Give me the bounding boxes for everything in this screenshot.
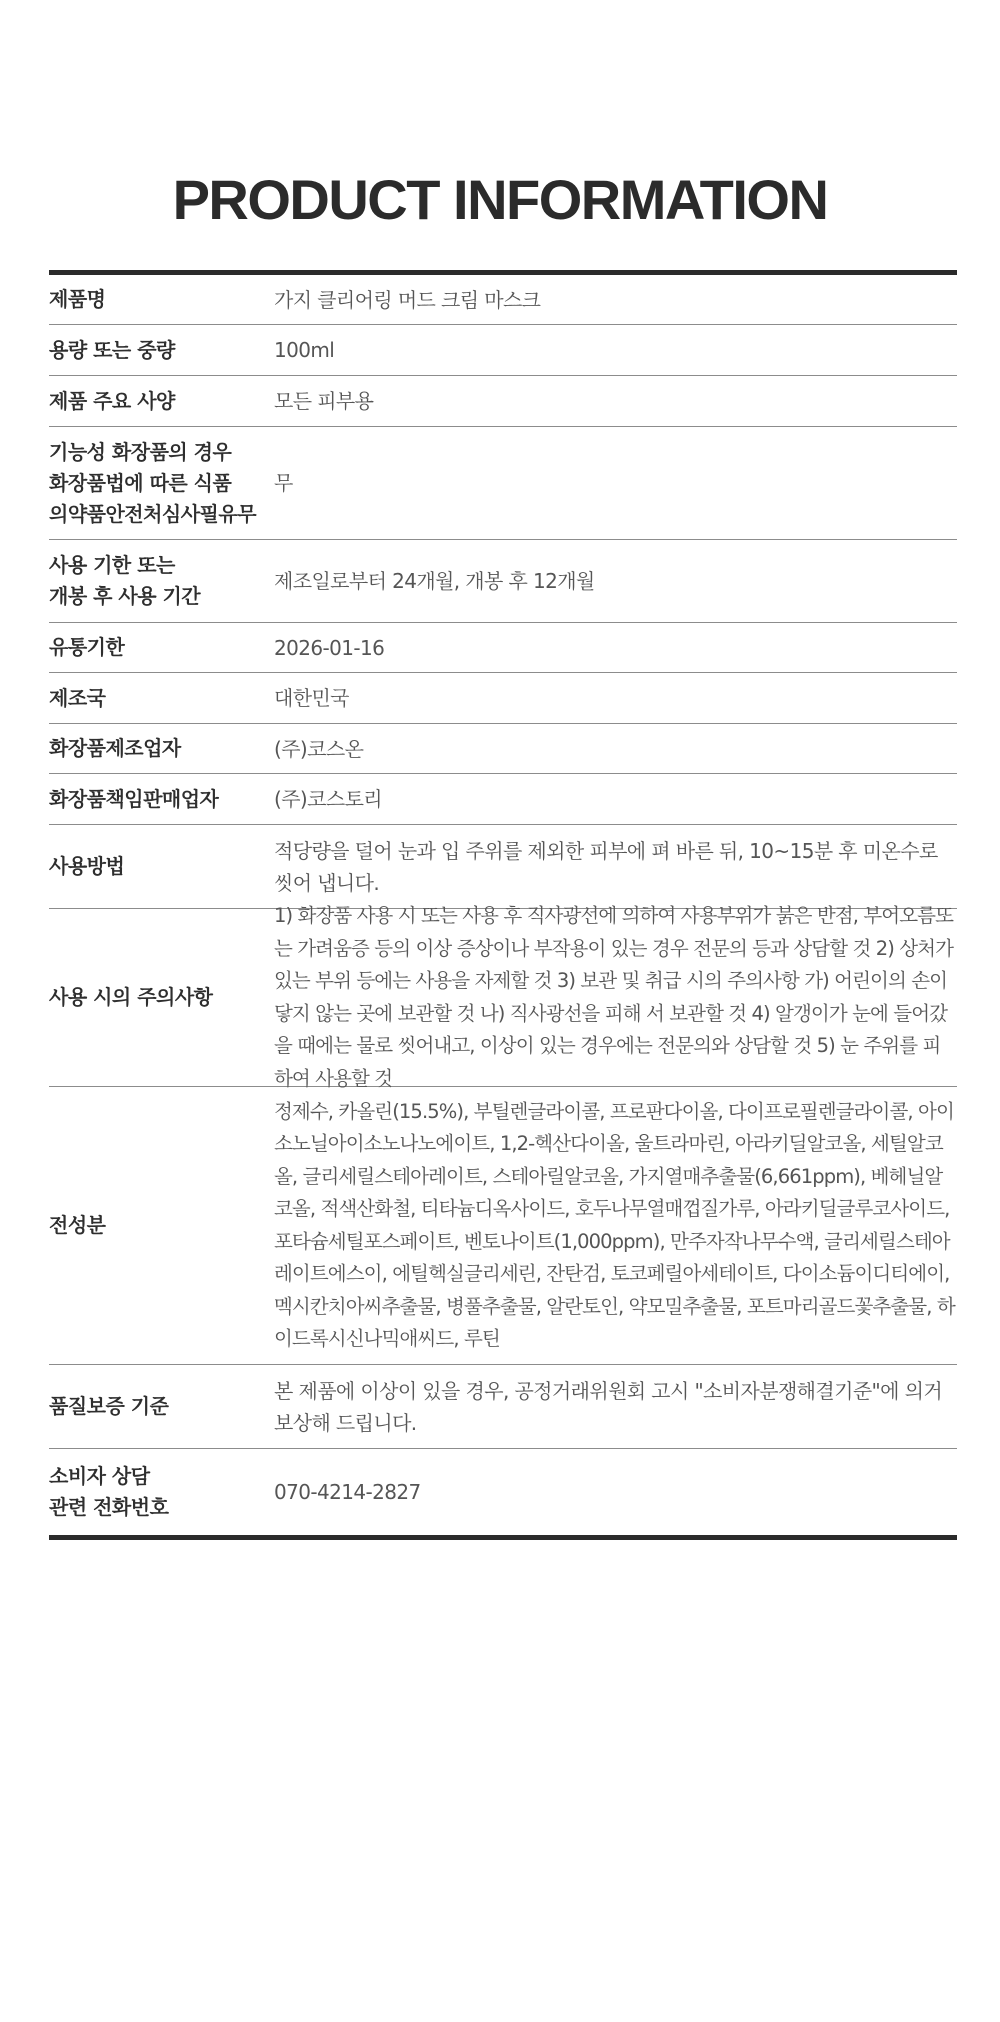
row-label: 화장품제조업자: [49, 736, 181, 760]
table-row-manufacturer: [49, 724, 957, 774]
row-label: 유통기한: [49, 635, 125, 659]
row-value: 모든 피부용: [274, 389, 374, 413]
row-label: 용량 또는 중량: [49, 337, 175, 362]
page-title: PRODUCT INFORMATION: [172, 168, 828, 231]
row-label: 사용 시의 주의사항: [49, 985, 213, 1009]
table-row-seller: [49, 774, 957, 825]
row-value: 제조일로부터 24개월, 개봉 후 12개월: [274, 569, 595, 593]
table-row-country: [49, 673, 957, 724]
table-row-ingredients: [49, 1087, 957, 1365]
row-value: 100ml: [274, 338, 335, 362]
row-value: 1) 화장품 사용 시 또는 사용 후 직사광선에 의하여 사용부위가 붉은 반점, 부어오름또는 가려움증 등의 이상 증상이나 부작용이 있는 경우 전문의 등과 상담할 것 2) 상처가 있는 부위 등에는 사용을 자제할 것 3) 보관 및 취급 시의 주의사항 가) 어린이의 손이 닿지 않는 곳에 보관할 것 나) 직사광선을 피해 서 보관할 것 4) 알갱이가 눈에 들어갔을 때에는 물로 씻어내고, 이상이 있는 경우에는 전문의와 상담할 것 5) 눈 주위를 피하여 사용할 것: [274, 904, 954, 1090]
row-label: 화장품책임판매업자: [49, 786, 219, 811]
table-row-expiry-date: [49, 623, 957, 673]
table-row-functional: [49, 427, 957, 540]
row-label: 사용방법: [49, 854, 125, 878]
row-value: 본 제품에 이상이 있을 경우, 공정거래위원회 고시 "소비자분쟁해결기준"에 의거 보상해 드립니다.: [274, 1378, 943, 1435]
row-value: 대한민국: [274, 686, 349, 710]
row-label: 사용 기한 또는 개봉 후 사용 기간: [49, 553, 201, 608]
row-value: 적당량을 덜어 눈과 입 주위를 제외한 피부에 펴 바른 뒤, 10~15분 후 미온수로 씻어 냅니다.: [274, 838, 938, 895]
row-value: 정제수, 카올린(15.5%), 부틸렌글라이콜, 프로판다이올, 다이프로필렌글라이콜, 아이소노닐아이소노나노에이트, 1,2-헥산다이올, 울트라마린, 아라키딜알코올, 세틸알코올, 글리세릴스테아레이트, 스테아릴알코올, 가지열매추출물(6,661ppm), 베헤닐알코올, 적색산화철, 티타늄디옥사이드, 호두나무열매껍질가루, 아라키딜글루코사이드, 포타슘세틸포스페이트, 벤토나이트(1,000ppm), 만주자작나무수액, 글리세릴스테아레이트에스이, 에틸헥실글리세린, 잔탄검, 토코페릴아세테이트, 다이소듐이디티에이, 멕시칸치아씨추출물, 병풀추출물, 알란토인, 약모밀추출물, 포트마리골드꽃추출물, 하이드록시신나믹애씨드, 루틴: [274, 1099, 955, 1350]
table-row-product-name: [49, 275, 957, 325]
row-value: (주)코스온: [274, 736, 364, 761]
table-row-expiry-period: [49, 540, 957, 623]
row-label: 전성분: [49, 1213, 106, 1237]
row-label: 제품명: [49, 287, 106, 311]
table-row-volume: [49, 325, 957, 376]
table-row-phone: [49, 1449, 957, 1535]
row-label: 품질보증 기준: [49, 1394, 169, 1418]
row-label: 소비자 상담 관련 전화번호: [49, 1464, 169, 1519]
table-row-warranty: [49, 1365, 957, 1449]
table-row-usage: [49, 825, 957, 909]
row-label: 제조국: [49, 685, 106, 710]
row-value: 2026-01-16: [274, 635, 385, 660]
row-label: 기능성 화장품의 경우 화장품법에 따른 식품 의약품안전처심사필유무: [49, 439, 257, 526]
table-row-precautions: [49, 904, 957, 1090]
row-label: 제품 주요 사양: [49, 388, 175, 413]
table-row-spec: [49, 376, 957, 427]
product-info-table: [49, 270, 957, 1540]
row-value: 070-4214-2827: [274, 1480, 421, 1504]
row-value: (주)코스토리: [274, 787, 383, 811]
row-value: 가지 클리어링 머드 크림 마스크: [274, 287, 541, 312]
row-value: 무: [274, 471, 293, 495]
